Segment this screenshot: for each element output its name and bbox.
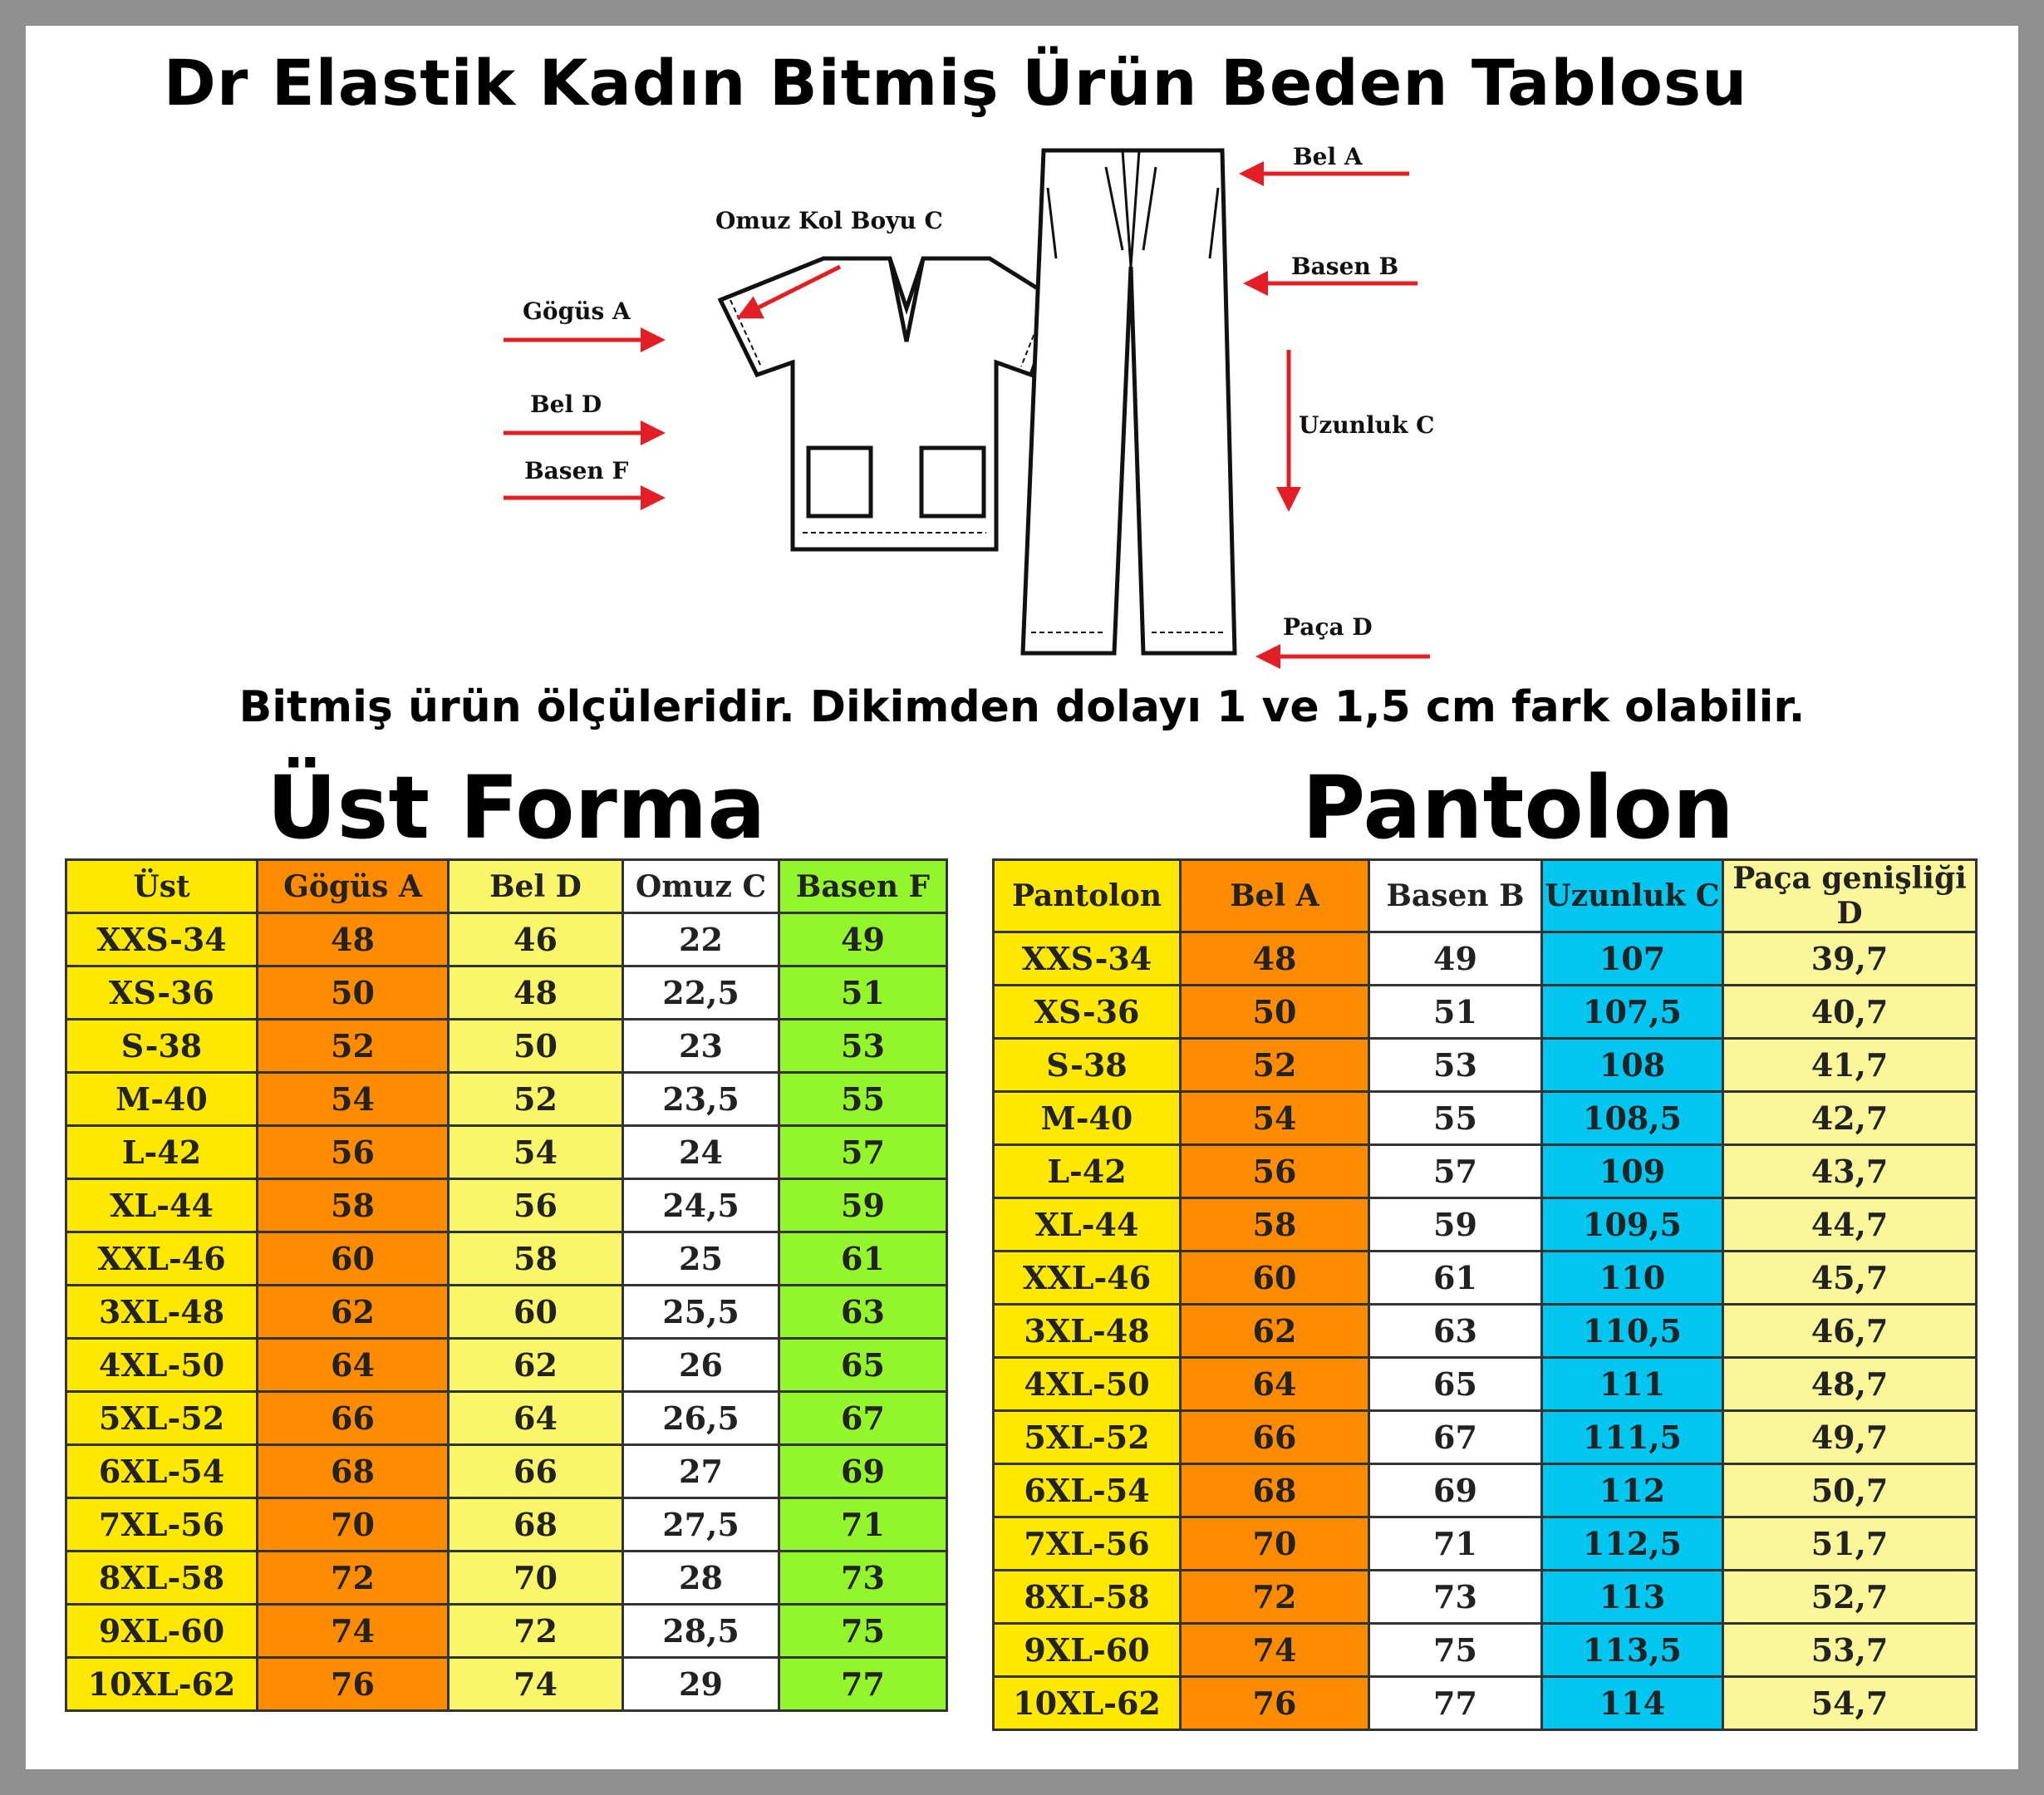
ust-table-body [66,913,947,1711]
cell-omuz: 25,5 [623,1286,779,1339]
cell-basen: 59 [1369,1198,1542,1252]
cell-size: 9XL-60 [994,1624,1181,1677]
cell-bel: 52 [1181,1039,1369,1092]
table-row [994,932,1977,986]
header-uzunluk: Uzunluk C [1542,860,1723,932]
table-row [994,1198,1977,1252]
cell-uzunluk: 112,5 [1542,1517,1723,1571]
cell-size: XXL-46 [66,1232,258,1286]
cell-size: 9XL-60 [66,1605,258,1658]
table-header-row [66,860,947,913]
ust-size-table [65,858,948,1712]
cell-gogus: 58 [258,1179,449,1232]
pantolon-size-table [992,858,1978,1731]
cell-gogus: 76 [258,1658,449,1711]
cell-bel: 54 [1181,1092,1369,1145]
cell-basen: 57 [1369,1145,1542,1198]
cell-gogus: 54 [258,1073,449,1126]
cell-basen: 73 [779,1552,947,1605]
cell-size: 3XL-48 [66,1286,258,1339]
table-row [994,1252,1977,1305]
pantolon-table-body [994,932,1977,1730]
table-header-row [994,860,1977,932]
cell-paca: 48,7 [1723,1358,1977,1411]
cell-uzunluk: 112 [1542,1464,1723,1517]
cell-uzunluk: 113,5 [1542,1624,1723,1677]
table-row [994,1411,1977,1464]
page-title-text: Dr Elastik Kadın Bitmiş Ürün Beden Tablosu [163,46,1748,120]
cell-paca: 41,7 [1723,1039,1977,1092]
cell-basen: 71 [1369,1517,1542,1571]
cell-paca: 39,7 [1723,932,1977,986]
cell-omuz: 26,5 [623,1392,779,1445]
label-basen-pants: Basen B [1291,253,1399,280]
cell-basen: 51 [1369,986,1542,1039]
cell-basen: 67 [1369,1411,1542,1464]
cell-basen: 75 [779,1605,947,1658]
table-row [66,1020,947,1073]
cell-bel: 66 [449,1445,623,1498]
cell-bel: 68 [1181,1464,1369,1517]
table-row [994,1464,1977,1517]
cell-bel: 54 [449,1126,623,1179]
cell-size: M-40 [994,1092,1181,1145]
cell-size: 7XL-56 [994,1517,1181,1571]
cell-gogus: 50 [258,966,449,1020]
cell-size: 5XL-52 [66,1392,258,1445]
cell-basen: 49 [779,913,947,966]
table-row [994,1677,1977,1730]
table-row [994,986,1977,1039]
cell-gogus: 64 [258,1339,449,1392]
cell-bel: 70 [449,1552,623,1605]
table-row [66,1179,947,1232]
cell-size: M-40 [66,1073,258,1126]
cell-basen: 57 [779,1126,947,1179]
cell-gogus: 48 [258,913,449,966]
header-bel: Bel D [449,860,623,913]
cell-size: 7XL-56 [66,1498,258,1552]
label-basen-top: Basen F [524,457,629,484]
cell-basen: 59 [779,1179,947,1232]
cell-size: 8XL-58 [66,1552,258,1605]
cell-bel: 52 [449,1073,623,1126]
label-gogus: Gögüs A [523,298,631,325]
cell-bel: 62 [449,1339,623,1392]
cell-bel: 46 [449,913,623,966]
table-row [66,1658,947,1711]
cell-uzunluk: 110 [1542,1252,1723,1305]
table-row [66,1498,947,1552]
cell-size: XXL-46 [994,1252,1181,1305]
label-bel-top: Bel D [530,391,602,418]
cell-gogus: 70 [258,1498,449,1552]
cell-paca: 44,7 [1723,1198,1977,1252]
table-row [994,1039,1977,1092]
cell-bel: 64 [1181,1358,1369,1411]
cell-omuz: 24,5 [623,1179,779,1232]
table-row [66,966,947,1020]
header-gogus: Gögüs A [258,860,449,913]
table-row [66,1445,947,1498]
label-paca: Paça D [1283,613,1373,641]
table-row [66,1126,947,1179]
table-row [66,1339,947,1392]
label-omuz: Omuz Kol Boyu C [715,207,943,234]
cell-basen: 69 [1369,1464,1542,1517]
label-uzunluk: Uzunluk C [1299,411,1435,439]
cell-uzunluk: 114 [1542,1677,1723,1730]
cell-bel: 48 [1181,932,1369,986]
cell-size: S-38 [994,1039,1181,1092]
cell-size: S-38 [66,1020,258,1073]
cell-size: XL-44 [994,1198,1181,1252]
cell-size: 4XL-50 [66,1339,258,1392]
cell-bel: 72 [1181,1571,1369,1624]
label-bel-pants: Bel A [1293,143,1363,170]
cell-paca: 52,7 [1723,1571,1977,1624]
cell-gogus: 60 [258,1232,449,1286]
cell-basen: 55 [1369,1092,1542,1145]
cell-gogus: 72 [258,1552,449,1605]
cell-basen: 75 [1369,1624,1542,1677]
header-basen: Basen F [779,860,947,913]
garment-diagram [26,26,2018,707]
cell-bel: 66 [1181,1411,1369,1464]
cell-size: 10XL-62 [994,1677,1181,1730]
table-row [66,1552,947,1605]
cell-paca: 46,7 [1723,1305,1977,1358]
table-row [66,1232,947,1286]
cell-omuz: 28 [623,1552,779,1605]
cell-basen: 69 [779,1445,947,1498]
cell-basen: 61 [1369,1252,1542,1305]
cell-uzunluk: 107,5 [1542,986,1723,1039]
cell-paca: 53,7 [1723,1624,1977,1677]
cell-uzunluk: 111 [1542,1358,1723,1411]
cell-omuz: 28,5 [623,1605,779,1658]
cell-omuz: 27,5 [623,1498,779,1552]
cell-gogus: 62 [258,1286,449,1339]
cell-uzunluk: 110,5 [1542,1305,1723,1358]
cell-size: L-42 [66,1126,258,1179]
cell-gogus: 68 [258,1445,449,1498]
cell-bel: 50 [1181,986,1369,1039]
cell-uzunluk: 109 [1542,1145,1723,1198]
cell-basen: 67 [779,1392,947,1445]
cell-gogus: 56 [258,1126,449,1179]
cell-size: 8XL-58 [994,1571,1181,1624]
cell-paca: 43,7 [1723,1145,1977,1198]
cell-basen: 63 [779,1286,947,1339]
table-row [66,1073,947,1126]
table-row [66,1392,947,1445]
cell-uzunluk: 108 [1542,1039,1723,1092]
table-row [994,1624,1977,1677]
cell-omuz: 25 [623,1232,779,1286]
cell-paca: 50,7 [1723,1464,1977,1517]
header-basen-b: Basen B [1369,860,1542,932]
cell-uzunluk: 107 [1542,932,1723,986]
cell-size: 4XL-50 [994,1358,1181,1411]
table-row [66,913,947,966]
cell-bel: 58 [449,1232,623,1286]
cell-paca: 40,7 [1723,986,1977,1039]
cell-uzunluk: 108,5 [1542,1092,1723,1145]
table-row [66,1286,947,1339]
cell-omuz: 27 [623,1445,779,1498]
measurement-note: Bitmiş ürün ölçüleridir. Dikimden dolayı 1 ve 1,5 cm fark olabilir. [238,682,1806,732]
cell-basen: 49 [1369,932,1542,986]
cell-paca: 45,7 [1723,1252,1977,1305]
cell-bel: 60 [1181,1252,1369,1305]
cell-paca: 49,7 [1723,1411,1977,1464]
cell-bel: 56 [449,1179,623,1232]
cell-basen: 73 [1369,1571,1542,1624]
cell-bel: 56 [1181,1145,1369,1198]
cell-basen: 77 [1369,1677,1542,1730]
cell-omuz: 24 [623,1126,779,1179]
size-chart-sheet [26,26,2018,1769]
cell-size: L-42 [994,1145,1181,1198]
cell-bel: 50 [449,1020,623,1073]
cell-size: XXS-34 [66,913,258,966]
cell-paca: 54,7 [1723,1677,1977,1730]
table-row [994,1305,1977,1358]
cell-basen: 55 [779,1073,947,1126]
cell-basen: 61 [779,1232,947,1286]
cell-basen: 65 [1369,1358,1542,1411]
cell-bel: 68 [449,1498,623,1552]
cell-bel: 76 [1181,1677,1369,1730]
cell-uzunluk: 109,5 [1542,1198,1723,1252]
table-row [994,1571,1977,1624]
cell-size: 5XL-52 [994,1411,1181,1464]
header-ust: Üst [66,860,258,913]
cell-bel: 72 [449,1605,623,1658]
ust-forma-title: Üst Forma [267,757,766,858]
cell-bel: 70 [1181,1517,1369,1571]
cell-omuz: 29 [623,1658,779,1711]
cell-size: 6XL-54 [66,1445,258,1498]
cell-bel: 48 [449,966,623,1020]
table-row [994,1517,1977,1571]
cell-bel: 64 [449,1392,623,1445]
cell-omuz: 22 [623,913,779,966]
cell-size: 10XL-62 [66,1658,258,1711]
cell-basen: 65 [779,1339,947,1392]
cell-bel: 60 [449,1286,623,1339]
pants-drawing [1023,150,1235,653]
cell-size: 6XL-54 [994,1464,1181,1517]
cell-basen: 53 [1369,1039,1542,1092]
cell-uzunluk: 111,5 [1542,1411,1723,1464]
cell-size: XXS-34 [994,932,1181,986]
cell-omuz: 23,5 [623,1073,779,1126]
cell-bel: 62 [1181,1305,1369,1358]
cell-basen: 71 [779,1498,947,1552]
cell-paca: 51,7 [1723,1517,1977,1571]
cell-gogus: 52 [258,1020,449,1073]
pantolon-title: Pantolon [1302,757,1734,858]
cell-bel: 74 [449,1658,623,1711]
table-row [66,1605,947,1658]
header-pantolon: Pantolon [994,860,1181,932]
cell-basen: 53 [779,1020,947,1073]
cell-omuz: 26 [623,1339,779,1392]
cell-omuz: 22,5 [623,966,779,1020]
cell-size: XS-36 [994,986,1181,1039]
header-paca: Paça genişliği D [1723,860,1977,932]
cell-bel: 74 [1181,1624,1369,1677]
table-row [994,1145,1977,1198]
cell-basen: 51 [779,966,947,1020]
table-row [994,1358,1977,1411]
cell-bel: 58 [1181,1198,1369,1252]
cell-uzunluk: 113 [1542,1571,1723,1624]
header-omuz: Omuz C [623,860,779,913]
cell-size: XS-36 [66,966,258,1020]
table-row [994,1092,1977,1145]
cell-gogus: 74 [258,1605,449,1658]
cell-gogus: 66 [258,1392,449,1445]
cell-size: XL-44 [66,1179,258,1232]
cell-size: 3XL-48 [994,1305,1181,1358]
cell-basen: 63 [1369,1305,1542,1358]
cell-basen: 77 [779,1658,947,1711]
cell-omuz: 23 [623,1020,779,1073]
header-bel-a: Bel A [1181,860,1369,932]
cell-paca: 42,7 [1723,1092,1977,1145]
